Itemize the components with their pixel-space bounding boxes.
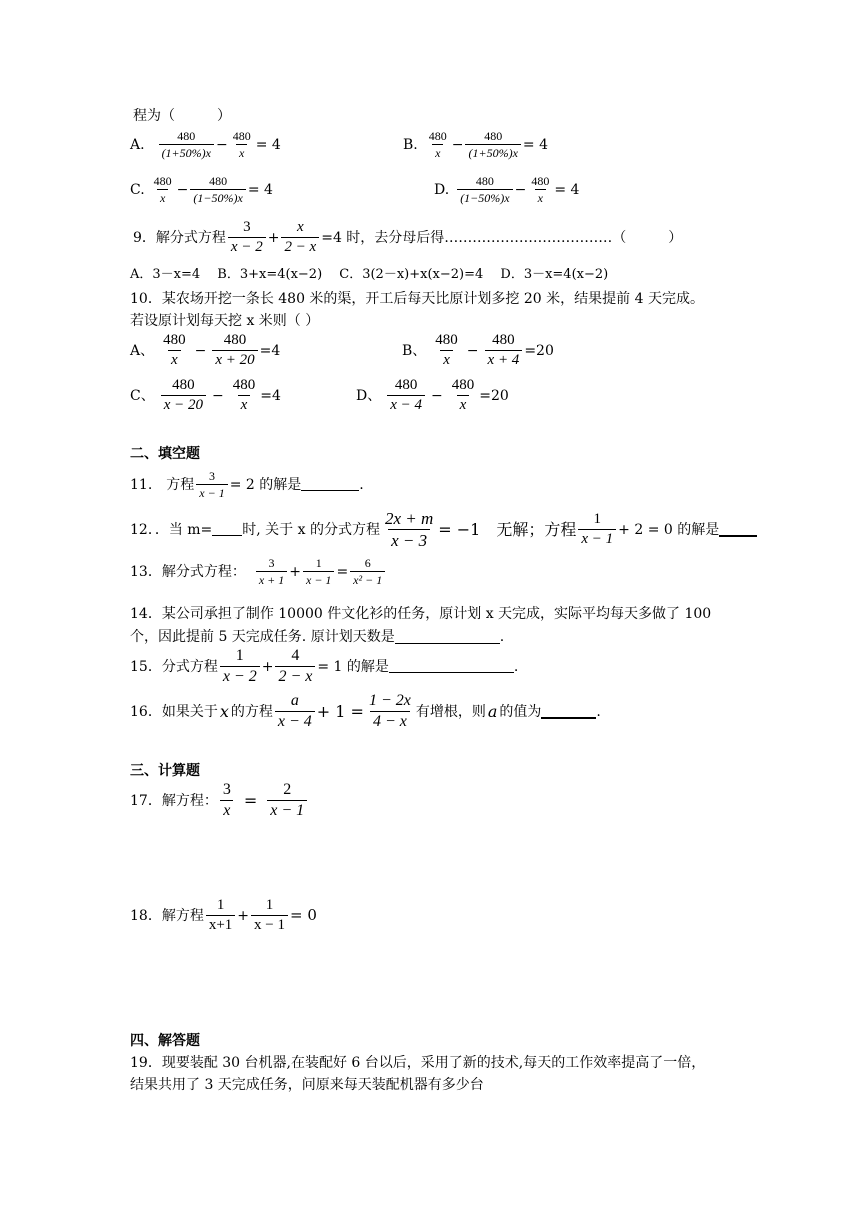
option-label: C、 (130, 387, 155, 404)
fraction: $\frac{480}{x}$ (232, 129, 251, 160)
fraction: $\frac{1}{x - 1}$ (251, 898, 288, 933)
q9-options: A．3－x=4 B．3+x=4(x−2) C．3(2－x)+x(x−2)=4 D．3－x=4(x−2) (130, 267, 609, 282)
q10-line1: 10．某农场开挖一条长 480 米的渠，开工后每天比原计划多挖 20 米，结果提前 4 天完成。 (130, 291, 704, 307)
fraction: $\frac{1}{x - 1}$ (578, 512, 616, 547)
fraction: $\frac{480}{(1+50\%)x}$ (465, 130, 520, 159)
q17: 17．解方程： $\frac{3}{x}$ = $\frac{2}{x - 1}$ (130, 782, 309, 819)
section-heading-fill-in: 二、填空题 (130, 446, 200, 462)
fraction: $\frac{6}{\text{x² − 1}}$ (350, 557, 385, 586)
fraction: $\frac{480}{x}$ (451, 377, 475, 413)
q13: 13．解分式方程： $\frac{3}{x + 1}$ + $\frac{1}{x - 1}$ = $\frac{6}{\text{x² − 1}}$ (130, 557, 387, 586)
q8-option-d: D. $\frac{480}{(1-50\%)x}$ − $\frac{480}{x}$ = 4 (434, 174, 580, 205)
fraction: $\frac{2x + m}{x - 3}$ (384, 509, 434, 550)
q11: 11. 方程 $\frac{3}{x - 1}$ = 2 的解是 . (130, 469, 364, 500)
fraction: $\frac{3}{x - 1}$ (196, 470, 227, 499)
option-label: C. (130, 181, 145, 198)
fraction: $\frac{480}{x + 4}$ (485, 333, 523, 368)
fraction: $\frac{480}{x}$ (435, 332, 458, 368)
answer-blank[interactable] (301, 478, 359, 491)
fraction: $\frac{480}{x}$ (153, 174, 172, 205)
fraction: $\frac{1}{x - 2}$ (220, 648, 260, 685)
fraction: $\frac{1}{x - 1}$ (303, 557, 334, 586)
q8-option-a: A. $\frac{480}{(1+50\%)x}$ − $\frac{480}{x}$ = 4 (130, 129, 281, 160)
fraction: $\frac{1}{x+1}$ (206, 898, 235, 933)
q18: 18．解方程 $\frac{1}{x+1}$ + $\frac{1}{x - 1}$ = 0 (130, 897, 317, 933)
fraction: $\frac{1 - 2x}{4 - x}$ (368, 692, 411, 730)
q8-option-b: B. $\frac{480}{x}$ − $\frac{480}{(1+50\%)x}$ = 4 (403, 129, 548, 160)
option-label: A、 (130, 342, 155, 359)
fraction: $\frac{480}{x}$ (163, 332, 186, 368)
fraction: $\frac{480}{x - 20}$ (161, 378, 206, 413)
answer-blank[interactable] (719, 523, 757, 537)
q10-option-a: A、 $\frac{480}{x}$ − $\frac{480}{x + 20}$ =4 (130, 332, 281, 368)
fraction: $\frac{3}{x - 2}$ (228, 220, 266, 255)
answer-blank[interactable] (212, 523, 242, 536)
q15: 15．分式方程 $\frac{1}{x - 2}$ + $\frac{4}{2 - x}$ = 1 的解是 . (130, 647, 519, 685)
q12: 12．．当 m= 时, 关于 x 的分式方程 $\frac{2x + m}{x - 3}$ = −1 无解；方程 $\frac{1}{x - 1}$ + 2 = 0 的解是 (130, 510, 757, 549)
fraction: $\frac{480}{x}$ (531, 174, 550, 205)
fraction: $\frac{3}{x + 1}$ (256, 557, 287, 586)
fraction: $\frac{480}{(1-50\%)x}$ (457, 175, 512, 204)
fraction: $\frac{480}{x}$ (428, 129, 447, 160)
answer-blank[interactable] (395, 631, 500, 644)
fraction: $\frac{480}{(1-50\%)x}$ (190, 175, 245, 204)
fraction: $\frac{4}{2 - x}$ (275, 648, 315, 685)
option-label: D. (434, 181, 450, 198)
fraction: $\frac{2}{x - 1}$ (267, 782, 307, 819)
fraction: $\frac{480}{x - 4}$ (387, 378, 425, 413)
q19-line1: 19．现要装配 30 台机器,在装配好 6 台以后，采用了新的技术,每天的工作效率提高了一倍， (130, 1055, 706, 1071)
q10-option-d: D、 $\frac{480}{x - 4}$ − $\frac{480}{x}$ =20 (356, 377, 509, 413)
q10-option-c: C、 $\frac{480}{x - 20}$ − $\frac{480}{x}$ =4 (130, 377, 281, 413)
q10-line2: 若设原计划每天挖 x 米则（ ） (130, 313, 320, 329)
option-label: B、 (402, 342, 427, 359)
q10-option-b: B、 $\frac{480}{x}$ − $\frac{480}{x + 4}$ =20 (402, 332, 554, 368)
fraction: $\frac{3}{x}$ (220, 782, 234, 819)
q8-option-c: C. $\frac{480}{x}$ − $\frac{480}{(1-50\%)x}$ = 4 (130, 174, 273, 205)
fraction: $\frac{480}{x + 20}$ (212, 333, 257, 368)
fraction: $\frac{a}{x - 4}$ (275, 693, 315, 730)
option-label: D、 (356, 387, 382, 404)
q19-line2: 结果共用了 3 天完成任务，问原来每天装配机器有多少台 (130, 1077, 484, 1093)
fraction: $\frac{x}{2 - x}$ (281, 220, 319, 255)
option-label: B. (403, 136, 418, 153)
q8-stem-tail: 程为（ ） (133, 108, 231, 124)
option-label: A. (130, 136, 145, 153)
q14-line2: 个，因此提前 5 天完成任务. 原计划天数是 . (130, 629, 505, 645)
q16: 16．如果关于 x 的方程 $\frac{a}{x - 4}$ + 1 = $\frac{1 - 2x}{4 - x}$ 有增根，则 a 的值为 . (130, 692, 601, 730)
q9-stem: 9．解分式方程 $\frac{3}{x - 2}$ + $\frac{x}{2 - x}$ =4 时，去分母后得………………………………（ ） (133, 219, 683, 255)
answer-blank[interactable] (541, 705, 596, 719)
section-heading-answer: 四、解答题 (130, 1033, 200, 1049)
section-heading-calculation: 三、计算题 (130, 763, 200, 779)
fraction: $\frac{480}{(1+50\%)x}$ (159, 130, 214, 159)
q14-line1: 14．某公司承担了制作 10000 件文化衫的任务，原计划 x 天完成，实际平均每天多做了 100 (130, 606, 712, 622)
answer-blank[interactable] (389, 660, 514, 673)
fraction: $\frac{480}{x}$ (232, 377, 256, 413)
